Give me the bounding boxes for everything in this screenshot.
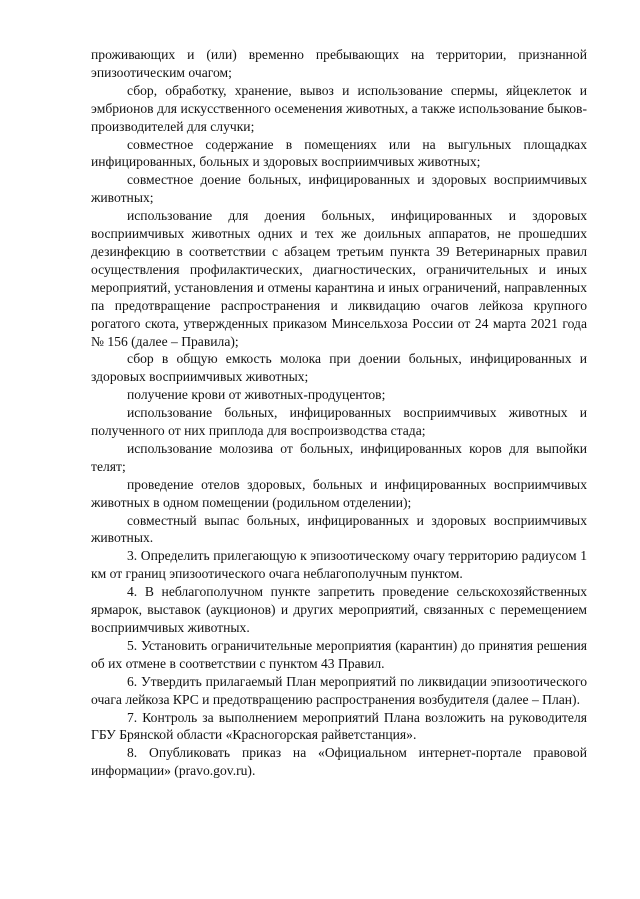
paragraph-colostrum: использование молозива от больных, инфицированных коров для выпойки телят; [91, 440, 587, 474]
paragraph-joint-keeping: совместное содержание в помещениях или на выгульных площадках инфицированных, больных и здоровых восприимчивых животных; [91, 136, 587, 170]
paragraph-calving: проведение отелов здоровых, больных и инфицированных восприимчивых животных в одном помещении (родильном отделении); [91, 476, 587, 510]
paragraph-item-6: 6. Утвердить прилагаемый План мероприятий по ликвидации эпизоотического очага лейкоза КРС и предотвращению распространения возбудителя (далее – План). [91, 673, 587, 707]
paragraph-milking-machines: использование для доения больных, инфицированных и здоровых восприимчивых животных одних и тех же доильных аппаратов, не прошедших дезинфекцию в соответствии с абзацем третьим пункта 39 Ветеринарных правил осуществления профилактических, диагностических, ограничительных и иных мероприятий, установления и отмены карантина и иных ограничений, направленных па предотвращение распространения и ликвидацию очагов лейкоза крупного рогатого скота, утвержденных приказом Минсельхоза России от 24 марта 2021 года № 156 (далее – Правила); [91, 208, 587, 349]
document-page [91, 46, 587, 780]
paragraph-item-5: 5. Установить ограничительные мероприятия (карантин) до принятия решения об их отмене в соответствии с пунктом 43 Правил. [91, 637, 587, 671]
paragraph-reproduction: использование больных, инфицированных восприимчивых животных и полученного от них приплода для воспроизводства стада; [91, 405, 587, 439]
paragraph-item-8: 8. Опубликовать приказ на «Официальном интернет-портале правовой информации» (pravo.gov.ru). [91, 745, 587, 779]
paragraph-milk-collection: сбор в общую емкость молока при доении больных, инфицированных и здоровых восприимчивых животных; [91, 351, 587, 385]
paragraph-item-4: 4. В неблагополучном пункте запретить проведение сельскохозяйственных ярмарок, выставок (аукционов) и других мероприятий, связанных с перемещением восприимчивых животных. [91, 584, 587, 635]
paragraph-grazing: совместный выпас больных, инфицированных и здоровых восприимчивых животных. [91, 512, 587, 546]
paragraph-joint-milking: совместное доение больных, инфицированных и здоровых восприимчивых животных; [91, 172, 587, 206]
paragraph-blood-collection: получение крови от животных-продуцентов; [127, 387, 386, 403]
paragraph-item-7: 7. Контроль за выполнением мероприятий Плана возложить на руководителя ГБУ Брянской области «Красногорская райветстанция». [91, 709, 587, 743]
paragraph-sperm-collection: сбор, обработку, хранение, вывоз и использование спермы, яйцеклеток и эмбрионов для искусственного осеменения животных, а также использование быков-производителей для случки; [91, 82, 587, 134]
paragraph-item-3: 3. Определить прилегающую к эпизоотическому очагу территорию радиусом 1 км от границ эпизоотического очага неблагополучным пунктом. [91, 548, 587, 582]
paragraph-continuation: проживающих и (или) временно пребывающих на территории, признанной эпизоотическим очагом; [91, 47, 587, 80]
